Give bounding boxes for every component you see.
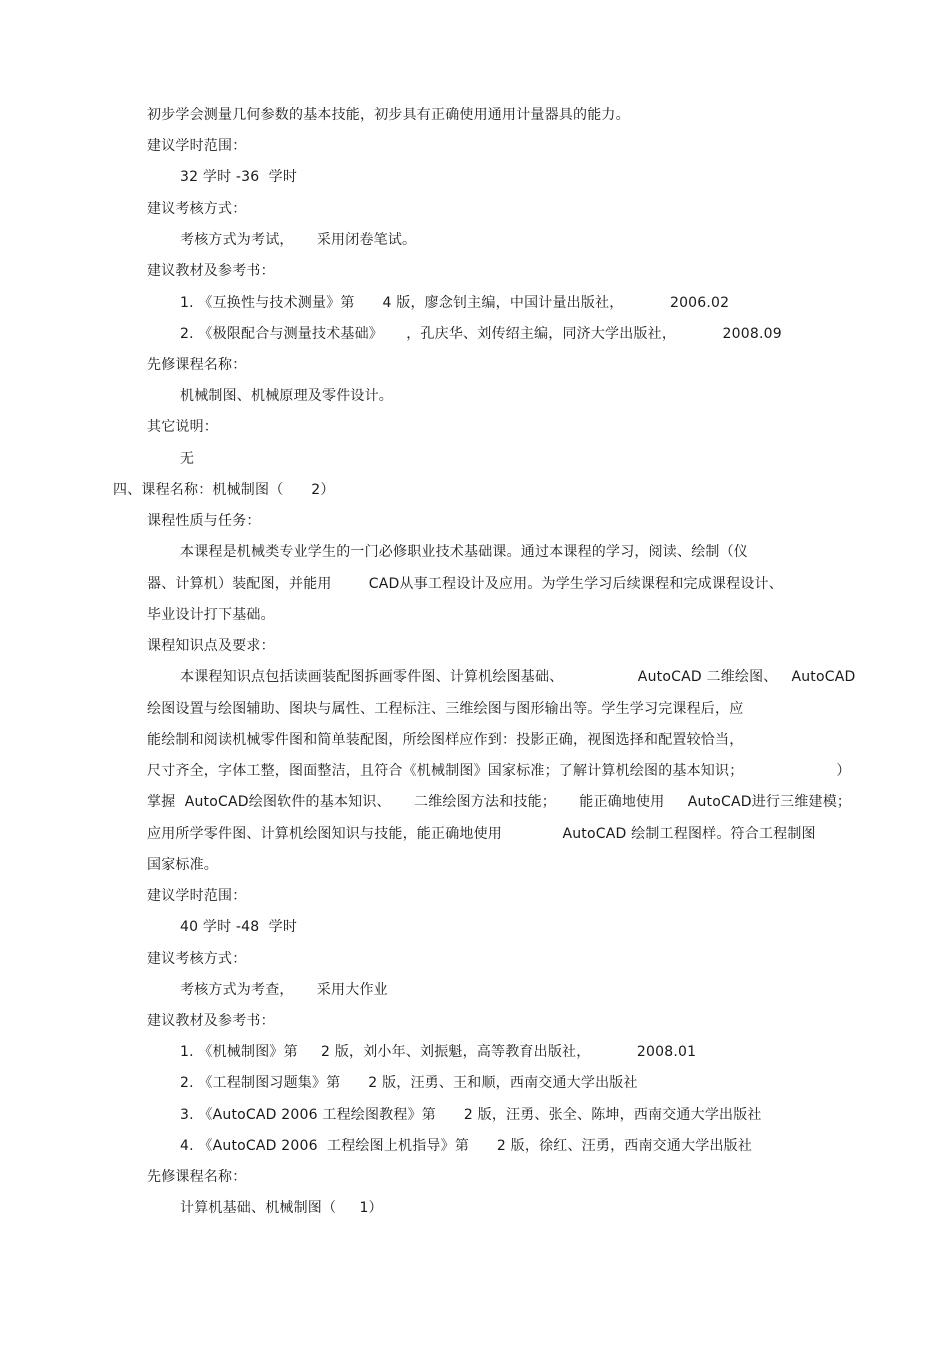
text-line: 计算机基础、机械制图（ 1） bbox=[180, 1200, 383, 1216]
text-line: 32 学时 -36 学时 bbox=[180, 169, 298, 185]
reference-item: 3. 《AutoCAD 2006 工程绘图教程》第 2 版，汪勇、张全、陈坤，西南交通大学出版社 bbox=[180, 1107, 762, 1123]
paragraph-line: 掌握 AutoCAD绘图软件的基本知识、 二维绘图方法和技能； 能正确地使用 AutoCAD进行三维建模； bbox=[147, 794, 852, 810]
section-label: 先修课程名称： bbox=[147, 357, 247, 373]
paragraph-line: 本课程知识点包括读画装配图拆画零件图、计算机绘图基础、 AutoCAD 二维绘图、 AutoCAD bbox=[180, 669, 856, 685]
reference-item: 2. 《极限配合与测量技术基础》 ，孔庆华、刘传绍主编，同济大学出版社， 2008.09 bbox=[180, 326, 782, 342]
paragraph-line: 绘图设置与绘图辅助、图块与属性、工程标注、三维绘图与图形输出等。学生学习完课程后，应 bbox=[147, 701, 744, 717]
section-label: 建议考核方式： bbox=[147, 951, 247, 967]
section-label: 课程知识点及要求： bbox=[147, 638, 275, 654]
reference-item: 1. 《互换性与技术测量》第 4 版，廖念钊主编，中国计量出版社， 2006.02 bbox=[180, 295, 730, 311]
section-label: 建议学时范围： bbox=[147, 138, 247, 154]
paragraph-line: 器、计算机）装配图，并能用 CAD从事工程设计及应用。为学生学习后续课程和完成课程设计、 bbox=[147, 576, 783, 592]
reference-item: 2. 《工程制图习题集》第 2 版，汪勇、王和顺，西南交通大学出版社 bbox=[180, 1075, 638, 1091]
text-line: 考核方式为考试， 采用闭卷笔试。 bbox=[180, 232, 417, 248]
reference-item: 4. 《AutoCAD 2006 工程绘图上机指导》第 2 版，徐红、汪勇，西南交通大学出版社 bbox=[180, 1138, 753, 1154]
section-label: 建议学时范围： bbox=[147, 888, 247, 904]
section-label: 先修课程名称： bbox=[147, 1169, 247, 1185]
paragraph-line: 应用所学零件图、计算机绘图知识与技能，能正确地使用 AutoCAD 绘制工程图样。符合工程制图 bbox=[147, 826, 816, 842]
reference-item: 1. 《机械制图》第 2 版，刘小年、刘振魁，高等教育出版社， 2008.01 bbox=[180, 1044, 697, 1060]
paragraph-line: 毕业设计打下基础。 bbox=[147, 607, 275, 623]
text-line: 初步学会测量几何参数的基本技能，初步具有正确使用通用计量器具的能力。 bbox=[147, 107, 630, 123]
text-line: 40 学时 -48 学时 bbox=[180, 919, 298, 935]
paragraph-line: 本课程是机械类专业学生的一门必修职业技术基础课。通过本课程的学习，阅读、绘制（仪 bbox=[180, 544, 748, 560]
section-label: 其它说明： bbox=[147, 419, 218, 435]
section-label: 建议教材及参考书： bbox=[147, 1013, 275, 1029]
paragraph-line: 能绘制和阅读机械零件图和简单装配图，所绘图样应作到：投影正确，视图选择和配置较恰当， bbox=[147, 732, 744, 748]
section-label: 建议教材及参考书： bbox=[147, 263, 275, 279]
text-line: 无 bbox=[180, 451, 195, 467]
section-label: 课程性质与任务： bbox=[147, 513, 261, 529]
paragraph-line: 国家标准。 bbox=[147, 857, 218, 873]
text-line: 机械制图、机械原理及零件设计。 bbox=[180, 388, 393, 404]
paragraph-line: 尺寸齐全，字体工整，图面整洁，且符合《机械制图》国家标准；了解计算机绘图的基本知识； ） bbox=[147, 763, 851, 779]
section-label: 建议考核方式： bbox=[147, 201, 247, 217]
text-line: 考核方式为考查， 采用大作业 bbox=[180, 982, 388, 998]
course-heading: 四、课程名称：机械制图（ 2） bbox=[113, 482, 335, 498]
